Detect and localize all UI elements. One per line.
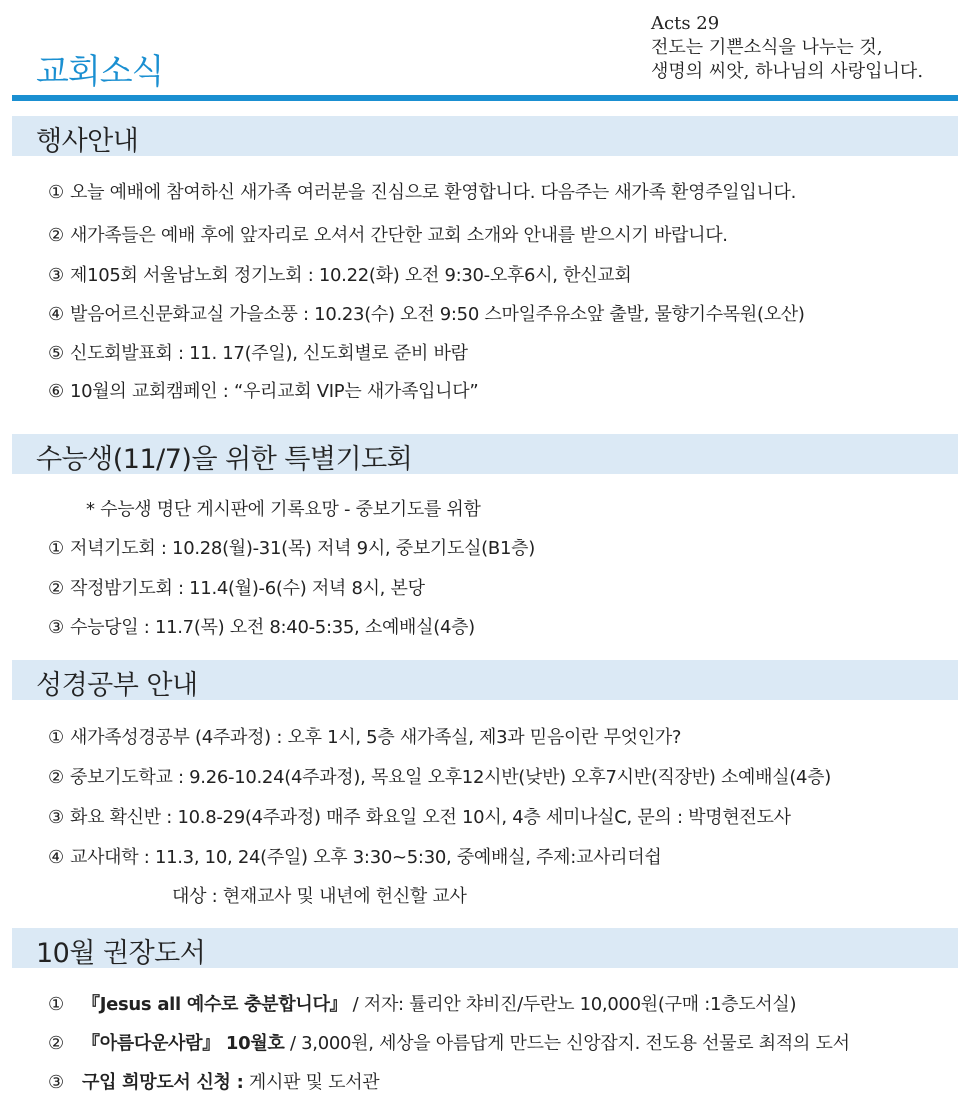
list-item [48, 300, 805, 326]
list-item [48, 574, 425, 600]
item-text: 신도회발표회 : 11. 17(주일), 신도회별로 준비 바람 [70, 343, 468, 364]
item-text: 저녁기도회 : 10.28(월)-31(목) 저녁 9시, 중보기도실(B1층) [70, 538, 535, 559]
item-text: 발음어르신문화교실 가을소풍 : 10.23(수) 오전 9:50 스마일주유소앞 출발, 물향기수목원(오산) [70, 304, 805, 325]
item-text: / 3,000원, 세상을 아름답게 만드는 신앙잡지. 전도용 선물로 최적의 도서 [284, 1033, 850, 1054]
list-item [48, 803, 791, 829]
header [0, 0, 968, 100]
list-item [48, 534, 535, 560]
item-text: 중보기도학교 : 9.26-10.24(4주과정), 목요일 오후12시반(낮반) 오후7시반(직장반) 소예배실(4층) [70, 767, 831, 788]
list-item [48, 221, 728, 247]
item-number: ② [48, 225, 64, 246]
section-extra-note: 대상 : 현재교사 및 내년에 헌신할 교사 [172, 886, 467, 907]
item-number: ① [48, 994, 64, 1015]
item-number: ① [48, 182, 64, 203]
item-title: 『Jesus all 예수로 충분합니다』 [82, 994, 348, 1015]
item-number: ③ [48, 807, 64, 828]
item-text: 제105회 서울남노회 정기노회 : 10.22(화) 오전 9:30-오후6시, 한신교회 [70, 265, 632, 286]
item-text: 오늘 예배에 참여하신 새가족 여러분을 진심으로 환영합니다. 다음주는 새가족 환영주일입니다. [70, 182, 797, 203]
list-item [48, 1029, 850, 1055]
item-number: ③ [48, 265, 64, 286]
section-title: 10월 권장도서 [36, 938, 206, 969]
item-number: ② [48, 1033, 64, 1054]
item-number: ② [48, 578, 64, 599]
item-number: ⑤ [48, 343, 64, 364]
list-item [48, 613, 475, 639]
list-item [48, 1068, 379, 1094]
section-title: 성경공부 안내 [36, 670, 198, 701]
section-header-books [12, 928, 958, 968]
item-text: / 저자: 튤리안 챠비진/두란노 10,000원(구매 :1층도서실) [347, 994, 797, 1015]
item-text: 화요 확신반 : 10.8-29(4주과정) 매주 화요일 오전 10시, 4층 세미나실C, 문의 : 박명현전도사 [70, 807, 791, 828]
list-item [48, 377, 478, 403]
page-title: 교회소식 [36, 52, 164, 92]
item-number: ⑥ [48, 381, 64, 402]
section-note: * 수능생 명단 게시판에 기록요망 - 중보기도를 위함 [86, 499, 481, 520]
section-header-exam-prayer [12, 434, 958, 474]
verse-reference: Acts 29 [651, 13, 720, 34]
item-title: 『아름다운사람』 10월호 [82, 1033, 285, 1054]
item-text: 10월의 교회캠페인 : “우리교회 VIP는 새가족입니다” [70, 381, 479, 402]
list-item [48, 723, 681, 749]
list-item [48, 178, 796, 204]
list-item [48, 339, 468, 365]
header-verse [651, 12, 923, 84]
item-text: 새가족성경공부 (4주과정) : 오후 1시, 5층 새가족실, 제3과 믿음이란 무엇인가? [70, 727, 682, 748]
item-text: 새가족들은 예배 후에 앞자리로 오셔서 간단한 교회 소개와 안내를 받으시기 바랍니다. [70, 225, 728, 246]
item-number: ④ [48, 304, 64, 325]
item-number: ③ [48, 617, 64, 638]
item-number: ④ [48, 847, 64, 868]
item-number: ② [48, 767, 64, 788]
verse-line: 전도는 기쁜소식을 나누는 것, [651, 37, 883, 58]
verse-line: 생명의 씨앗, 하나님의 사랑입니다. [651, 61, 924, 82]
list-item [48, 990, 796, 1016]
item-number: ① [48, 727, 64, 748]
item-number: ① [48, 538, 64, 559]
item-number: ③ [48, 1072, 64, 1093]
list-item [48, 843, 661, 869]
item-text: 게시판 및 도서관 [243, 1072, 380, 1093]
section-title: 행사안내 [36, 126, 139, 157]
header-divider [12, 95, 958, 101]
section-title: 수능생(11/7)을 위한 특별기도회 [36, 444, 413, 475]
section-header-events [12, 116, 958, 156]
section-header-bible-study [12, 660, 958, 700]
item-title: 구입 희망도서 신청 : [82, 1072, 244, 1093]
list-item [48, 763, 831, 789]
list-item [48, 261, 631, 287]
item-text: 수능당일 : 11.7(목) 오전 8:40-5:35, 소예배실(4층) [70, 617, 475, 638]
item-text: 교사대학 : 11.3, 10, 24(주일) 오후 3:30~5:30, 중예배실, 주제:교사리더쉽 [70, 847, 662, 868]
item-text: 작정밤기도회 : 11.4(월)-6(수) 저녁 8시, 본당 [70, 578, 425, 599]
